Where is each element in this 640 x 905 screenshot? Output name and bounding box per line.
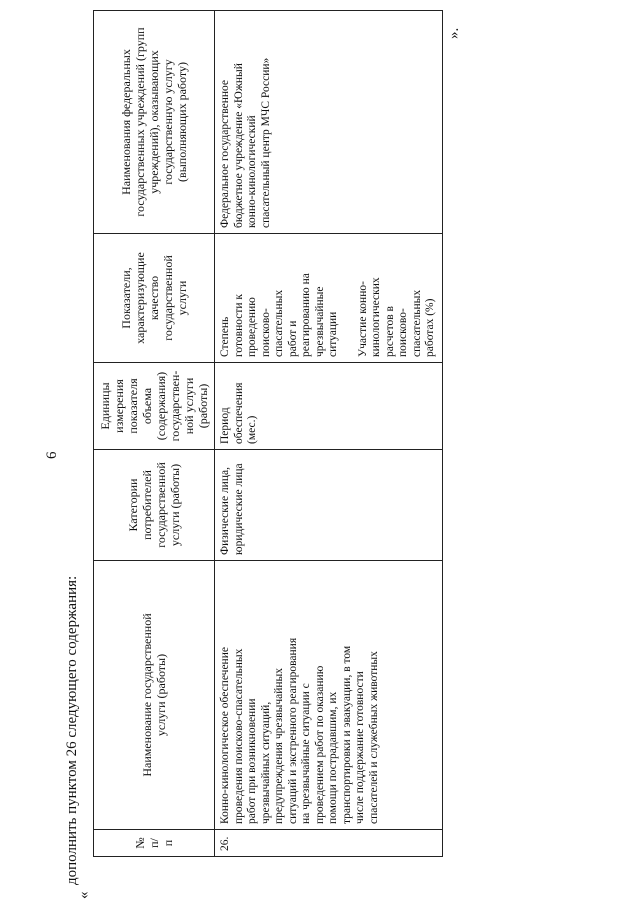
header-institutions: Наименования федеральных государственных учреждений (групп учреждений), оказывающих государственную услугу (выполняющих работу): [94, 11, 215, 234]
header-number: № п/п: [94, 830, 215, 857]
indicator-participation: Участие конно- кинологических расчетов в поисково- спасательных работах (%): [356, 277, 436, 357]
header-service-name: Наименование государственной услуги (работы): [94, 561, 215, 830]
table-header-row: [94, 11, 215, 857]
opening-quote: «: [76, 891, 92, 899]
row-number: 26.: [215, 830, 443, 857]
closing-quote: ».: [446, 27, 462, 39]
header-consumers: Категории потребителей государственной услуги (работы): [94, 450, 215, 561]
intro-text: дополнить пунктом 26 следующего содержания:: [64, 575, 80, 885]
header-indicators: Показатели, характеризующие качество государственной услуги: [94, 234, 215, 363]
row-consumers: Физические лица, юридические лица: [215, 450, 443, 561]
services-table: [93, 10, 443, 857]
indicator-readiness: Степень готовности к проведению поисково- спасательных работ и реагированию на чрезвычайные ситуации: [219, 273, 339, 357]
row-indicators: [215, 234, 443, 363]
page-number: 6: [44, 451, 60, 459]
table-row: [215, 11, 443, 857]
header-unit: Единицы измерения показателя объема (содержания) государствен- ной услуги (работы): [94, 363, 215, 450]
row-unit: Период обеспечения (мес.): [215, 363, 443, 450]
row-service-name: Конно-кинологическое обеспечение проведения поисково-спасательных работ при возникновении чрезвычайных ситуаций, предупреждения чрезвычайных ситуаций и экстренного реагирования на чрезвычайные ситуации с проведением работ по оказанию помощи пострадавшим, их транспортировки и эвакуации, в том числе поддержание готовности спасателей и служебных животных: [215, 561, 443, 830]
row-institution: Федеральное государственное бюджетное учреждение «Южный конно-кинологический спасательный центр МЧС России»: [215, 11, 443, 234]
